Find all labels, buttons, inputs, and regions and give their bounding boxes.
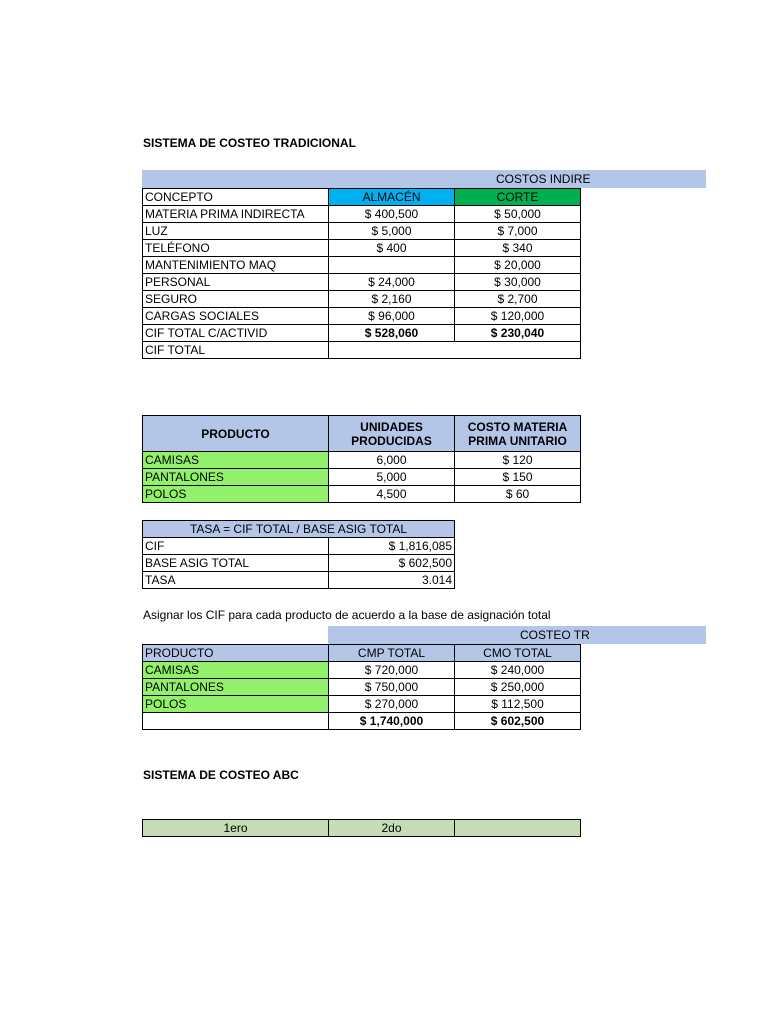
table-row [143,240,581,257]
rate-value-cell: 3.014 [329,572,455,589]
assign-note: Asignar los CIF para cada producto de acuerdo a la base de asignación total [143,608,551,622]
table-row [143,308,581,325]
almacen-cell: $ 24,000 [329,274,455,291]
cmp-total-cell: $ 1,740,000 [329,713,455,730]
products-table [142,415,581,503]
table-row [143,291,581,308]
table-row [143,223,581,240]
cmo-cell: $ 112,500 [455,696,581,713]
table-row [143,662,581,679]
products-header-row [143,416,581,452]
concept-cell: LUZ [143,223,329,240]
concept-cell: MANTENIMIENTO MAQ [143,257,329,274]
table-row [143,486,581,503]
table-row [143,696,581,713]
abc-stage-third [455,820,581,837]
header-unidades: UNIDADES PRODUCIDAS [329,416,455,452]
abc-table [142,819,581,837]
corte-cell: $ 7,000 [455,223,581,240]
corte-cell: $ 50,000 [455,206,581,223]
abc-title: SISTEMA DE COSTEO ABC [143,768,299,782]
corte-cell: $ 30,000 [455,274,581,291]
units-cell: 4,500 [329,486,455,503]
cmp-cell: $ 270,000 [329,696,455,713]
rate-value-cell: $ 602,500 [329,555,455,572]
table-row [143,342,581,359]
concept-cell: SEGURO [143,291,329,308]
rate-label-cell: TASA [143,572,329,589]
rate-label-cell: BASE ASIG TOTAL [143,555,329,572]
header-cmo-total: CMO TOTAL [455,645,581,662]
almacen-cell: $ 96,000 [329,308,455,325]
concept-cell: CIF TOTAL [143,342,329,359]
concept-cell: PERSONAL [143,274,329,291]
indirect-costs-table [142,188,581,359]
cmp-cell: $ 720,000 [329,662,455,679]
rate-header: TASA = CIF TOTAL / BASE ASIG TOTAL [143,521,455,538]
cmp-cell: $ 750,000 [329,679,455,696]
table-row [143,469,581,486]
table-row [143,452,581,469]
rate-value-cell: $ 1,816,085 [329,538,455,555]
unit-cost-cell: $ 120 [455,452,581,469]
almacen-cell: $ 400,500 [329,206,455,223]
almacen-cell: $ 5,000 [329,223,455,240]
almacen-cell: $ 528,060 [329,325,455,342]
corte-cell: $ 120,000 [455,308,581,325]
unit-cost-cell: $ 60 [455,486,581,503]
cif-total-cell [329,342,581,359]
cmo-cell: $ 240,000 [455,662,581,679]
product-name-cell: CAMISAS [143,452,329,469]
rate-header-row [143,521,455,538]
corte-cell: $ 2,700 [455,291,581,308]
header-cmp-total: CMP TOTAL [329,645,455,662]
product-name-cell: PANTALONES [143,469,329,486]
abc-header-row [143,820,581,837]
header-costo-mp: COSTO MATERIA PRIMA UNITARIO [455,416,581,452]
cmo-total-cell: $ 602,500 [455,713,581,730]
unit-cost-cell: $ 150 [455,469,581,486]
product-name-cell: POLOS [143,696,329,713]
costeo-band [328,626,706,644]
units-cell: 5,000 [329,469,455,486]
almacen-cell [329,257,455,274]
abc-stage-first: 1ero [143,820,329,837]
totals-spacer [143,713,329,730]
header-concepto: CONCEPTO [143,189,329,206]
header-corte: CORTE [455,189,581,206]
table-row [143,274,581,291]
table-row [143,325,581,342]
header-almacen: ALMACÉN [329,189,455,206]
product-name-cell: PANTALONES [143,679,329,696]
cmo-cell: $ 250,000 [455,679,581,696]
table-row [143,572,455,589]
costeo-band-label: COSTEO TR [520,628,590,642]
product-name-cell: POLOS [143,486,329,503]
traditional-title: SISTEMA DE COSTEO TRADICIONAL [143,136,356,150]
table-row [143,257,581,274]
rate-table [142,520,455,589]
assign-table [142,644,581,730]
totals-row [143,713,581,730]
concept-cell: TELÉFONO [143,240,329,257]
table-row [143,555,455,572]
concept-cell: MATERIA PRIMA INDIRECTA [143,206,329,223]
concept-cell: CARGAS SOCIALES [143,308,329,325]
header-producto: PRODUCTO [143,645,329,662]
table-row [143,538,455,555]
indirect-costs-header-row [143,189,581,206]
concept-cell: CIF TOTAL C/ACTIVID [143,325,329,342]
corte-cell: $ 20,000 [455,257,581,274]
product-name-cell: CAMISAS [143,662,329,679]
header-producto: PRODUCTO [143,416,329,452]
almacen-cell: $ 400 [329,240,455,257]
table-row [143,679,581,696]
abc-stage-second: 2do [329,820,455,837]
corte-cell: $ 340 [455,240,581,257]
table-row [143,206,581,223]
rate-label-cell: CIF [143,538,329,555]
indirect-costs-band-label: COSTOS INDIRE [496,172,591,186]
units-cell: 6,000 [329,452,455,469]
corte-cell: $ 230,040 [455,325,581,342]
indirect-costs-band [142,170,706,188]
almacen-cell: $ 2,160 [329,291,455,308]
assign-header-row [143,645,581,662]
